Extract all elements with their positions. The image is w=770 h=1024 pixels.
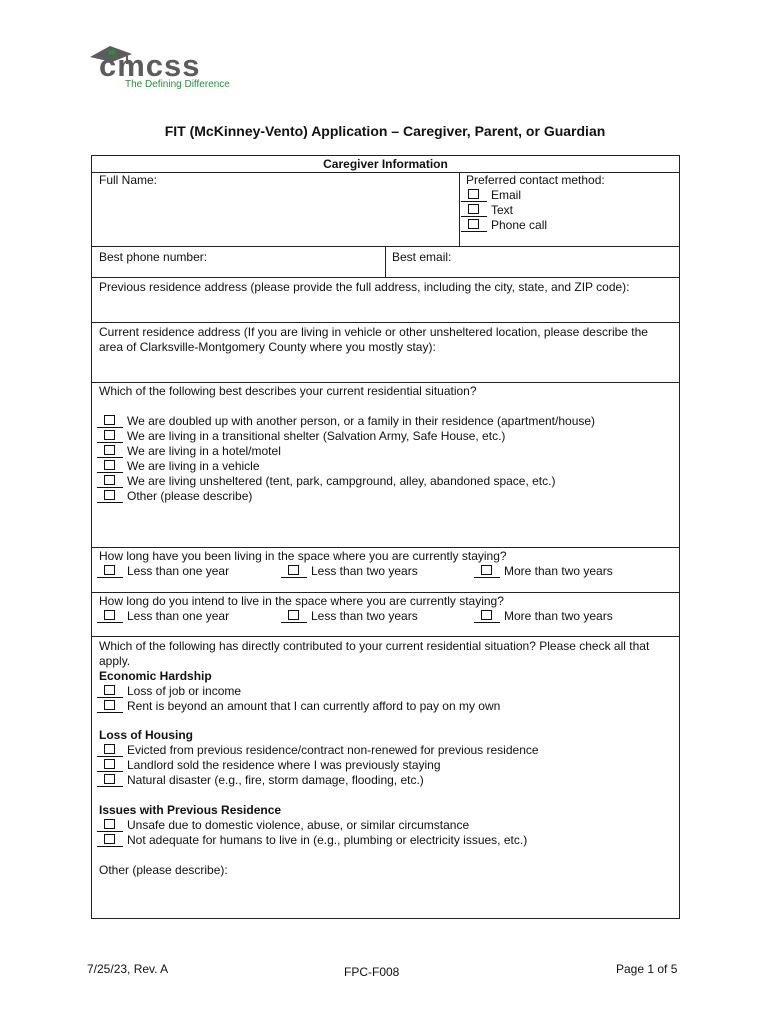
- full-name-label: Full Name:: [99, 173, 158, 187]
- current-address-label: Current residence address (If you are living in vehicle or other unsheltered location, please describe the area of Clarksville-Montgomery County where you mostly stay):: [99, 325, 648, 354]
- duration-option[interactable]: Less than one year: [97, 564, 229, 579]
- situation-option[interactable]: We are living unsheltered (tent, park, campground, alley, abandoned space, etc.): [97, 474, 555, 489]
- checkbox[interactable]: [281, 564, 309, 578]
- housing-option[interactable]: Natural disaster (e.g., fire, storm damage, flooding, etc.): [97, 773, 424, 788]
- economic-heading: Economic Hardship: [99, 669, 212, 683]
- checkbox[interactable]: [97, 489, 125, 503]
- checkbox[interactable]: [461, 188, 489, 202]
- divider: [385, 247, 386, 278]
- checkbox[interactable]: [97, 818, 125, 832]
- intent-question: How long do you intend to live in the space where you are currently staying?: [99, 594, 504, 608]
- checkbox[interactable]: [97, 609, 125, 623]
- checkbox[interactable]: [461, 203, 489, 217]
- divider: [459, 172, 460, 247]
- situation-option[interactable]: We are living in a transitional shelter (Salvation Army, Safe House, etc.): [97, 429, 505, 444]
- checkbox[interactable]: [97, 444, 125, 458]
- checkbox[interactable]: [461, 218, 489, 232]
- contributors-row: [92, 636, 679, 918]
- previous-issues-option[interactable]: Unsafe due to domestic violence, abuse, or similar circumstance: [97, 818, 469, 833]
- document-title: FIT (McKinney-Vento) Application – Caregiver, Parent, or Guardian: [164, 123, 606, 139]
- previous-address-label: Previous residence address (please provide the full address, including the city, state, and ZIP code):: [99, 280, 630, 294]
- intent-row: [92, 592, 679, 637]
- footer-page-number: Page 1 of 5: [616, 962, 678, 976]
- logo-tagline: The Defining Difference: [125, 79, 230, 90]
- other-label: Other (please describe):: [99, 863, 228, 877]
- contact-option-email[interactable]: Email: [461, 188, 521, 203]
- intent-option[interactable]: More than two years: [474, 609, 613, 624]
- contributors-question: Which of the following has directly contributed to your current residential situation? Please check all that apply.: [99, 639, 650, 668]
- logo-text: cmcss: [99, 48, 201, 83]
- economic-option[interactable]: Loss of job or income: [97, 684, 241, 699]
- housing-heading: Loss of Housing: [99, 728, 193, 742]
- contact-option-text[interactable]: Text: [461, 203, 513, 218]
- situation-row: [92, 382, 679, 548]
- section-title: Caregiver Information: [323, 157, 448, 171]
- checkbox[interactable]: [474, 564, 502, 578]
- duration-row: [92, 547, 679, 593]
- checkbox[interactable]: [97, 773, 125, 787]
- checkbox[interactable]: [97, 758, 125, 772]
- checkbox[interactable]: [97, 699, 125, 713]
- intent-option[interactable]: Less than one year: [97, 609, 229, 624]
- contact-method-label: Preferred contact method:: [466, 173, 605, 187]
- housing-option[interactable]: Evicted from previous residence/contract non-renewed for previous residence: [97, 743, 539, 758]
- housing-option[interactable]: Landlord sold the residence where I was previously staying: [97, 758, 441, 773]
- checkbox[interactable]: [97, 743, 125, 757]
- checkbox[interactable]: [97, 474, 125, 488]
- previous-address-row: [92, 277, 679, 323]
- situation-question: Which of the following best describes your current residential situation?: [99, 384, 477, 398]
- checkbox[interactable]: [474, 609, 502, 623]
- previous-issues-option[interactable]: Not adequate for humans to live in (e.g., plumbing or electricity issues, etc.): [97, 833, 527, 848]
- duration-option[interactable]: More than two years: [474, 564, 613, 579]
- situation-option[interactable]: We are living in a hotel/motel: [97, 444, 281, 459]
- email-label: Best email:: [392, 250, 452, 264]
- checkbox[interactable]: [97, 684, 125, 698]
- application-form: [91, 155, 680, 919]
- footer-form-code: FPC-F008: [344, 965, 400, 979]
- checkbox[interactable]: [281, 609, 309, 623]
- current-address-row: [92, 322, 679, 383]
- contact-option-phone[interactable]: Phone call: [461, 218, 547, 233]
- duration-option[interactable]: Less than two years: [281, 564, 418, 579]
- phone-label: Best phone number:: [99, 250, 208, 264]
- situation-option[interactable]: We are doubled up with another person, or a family in their residence (apartment/house): [97, 414, 595, 429]
- footer-revision: 7/25/23, Rev. A: [87, 962, 169, 976]
- situation-option[interactable]: Other (please describe): [97, 489, 252, 504]
- checkbox[interactable]: [97, 459, 125, 473]
- intent-option[interactable]: Less than two years: [281, 609, 418, 624]
- checkbox[interactable]: [97, 414, 125, 428]
- checkbox[interactable]: [97, 833, 125, 847]
- checkbox[interactable]: [97, 564, 125, 578]
- previous-issues-heading: Issues with Previous Residence: [99, 803, 282, 817]
- economic-option[interactable]: Rent is beyond an amount that I can currently afford to pay on my own: [97, 699, 500, 714]
- situation-option[interactable]: We are living in a vehicle: [97, 459, 260, 474]
- duration-question: How long have you been living in the space where you are currently staying?: [99, 549, 507, 563]
- phone-email-row: [92, 246, 679, 278]
- checkbox[interactable]: [97, 429, 125, 443]
